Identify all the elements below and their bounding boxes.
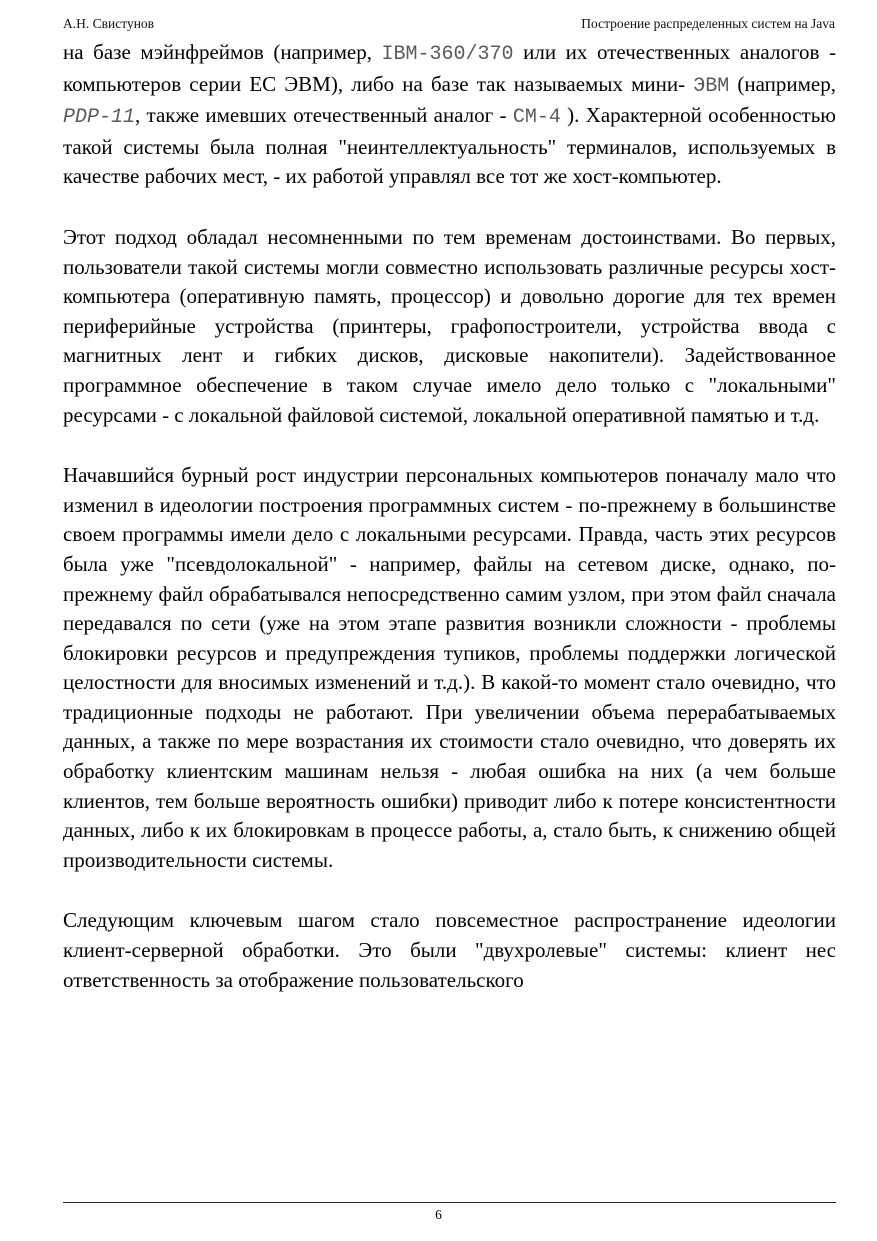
paragraph-1-text-d: , также имевших отечественный аналог - — [135, 103, 513, 128]
code-sm: СМ-4 — [512, 106, 561, 130]
page-body — [63, 38, 836, 995]
footer-divider — [63, 1202, 836, 1203]
paragraph-4: Следующим ключевым шагом стало повсеместное распространение идеологии клиент-серверной обработки. Это были "двухролевые" системы: клиент нес ответственность за отображение пользовательского — [63, 908, 836, 992]
paragraph-1-text-a: на базе мэйнфреймов (например, — [63, 40, 382, 64]
running-header — [63, 16, 835, 34]
paragraph-1-text-b: или их отечественных аналогов - компьютеров серии ЕС ЭВМ), либо на базе так называемых мини- — [63, 40, 836, 96]
paragraph-2: Этот подход обладал несомненными по тем временам достоинствами. Во первых, пользователи такой системы могли совместно использовать различные ресурсы хост-компьютера (оперативную память, процессор) и довольно дорогие для тех времен периферийные устройства (принтеры, графопостроители, устройства ввода с магнитных лент и гибких дисков, дисковые накопители). Задействованное программное обеспечение в таком случае имело дело только с "локальными" ресурсами - с локальной файловой системой, локальной оперативной памятью и т.д. — [63, 224, 836, 427]
code-ibm: IBM-360/370 — [381, 43, 514, 66]
paragraph-3: Начавшийся бурный рост индустрии персональных компьютеров поначалу мало что изменил в идеологии построения программных систем - по-прежнему в большинстве своем программы имели дело с локальными ресурсами. Правда, часть этих ресурсов была уже "псевдолокальной" - например, файлы на сетевом диске, однако, по-прежнему файл обрабатывался непосредственно самим узлом, при этом файл сначала передавался по сети (уже на этом этапе развития возникли сложности - проблемы блокировки ресурсов и предупреждения тупиков, проблемы поддержки логической целостности для вносимых изменений и т.д.). В какой-то момент стало очевидно, что традиционные подходы не работают. При увеличении объема перерабатываемых данных, а также по мере возрастания их стоимости стало очевидно, что доверять их обработку клиентским машинам нельзя - любая ошибка на них (а чем больше клиентов, тем больше вероятность ошибки) приводит либо к потере консистентности данных, либо к их блокировкам в процессе работы, а, стало быть, к снижению общей производительности системы. — [63, 463, 836, 872]
code-evm: ЭВМ — [693, 74, 730, 98]
paragraph-1 — [63, 38, 836, 192]
paragraph-1-text-c: (например, — [729, 71, 836, 96]
code-pdp: PDP-11 — [63, 106, 136, 130]
header-author: А.Н. Свистунов — [63, 16, 155, 31]
header-title: Построение распределенных систем на Java — [581, 16, 835, 31]
paragraph-1-text-e: ). Характерной особенностью такой системы была полная "неинтеллектуальность" терминалов, используемых в качестве рабочих мест, - их работой управлял все тот же хост-компьютер. — [63, 103, 836, 189]
page-number: 6 — [435, 1207, 442, 1222]
